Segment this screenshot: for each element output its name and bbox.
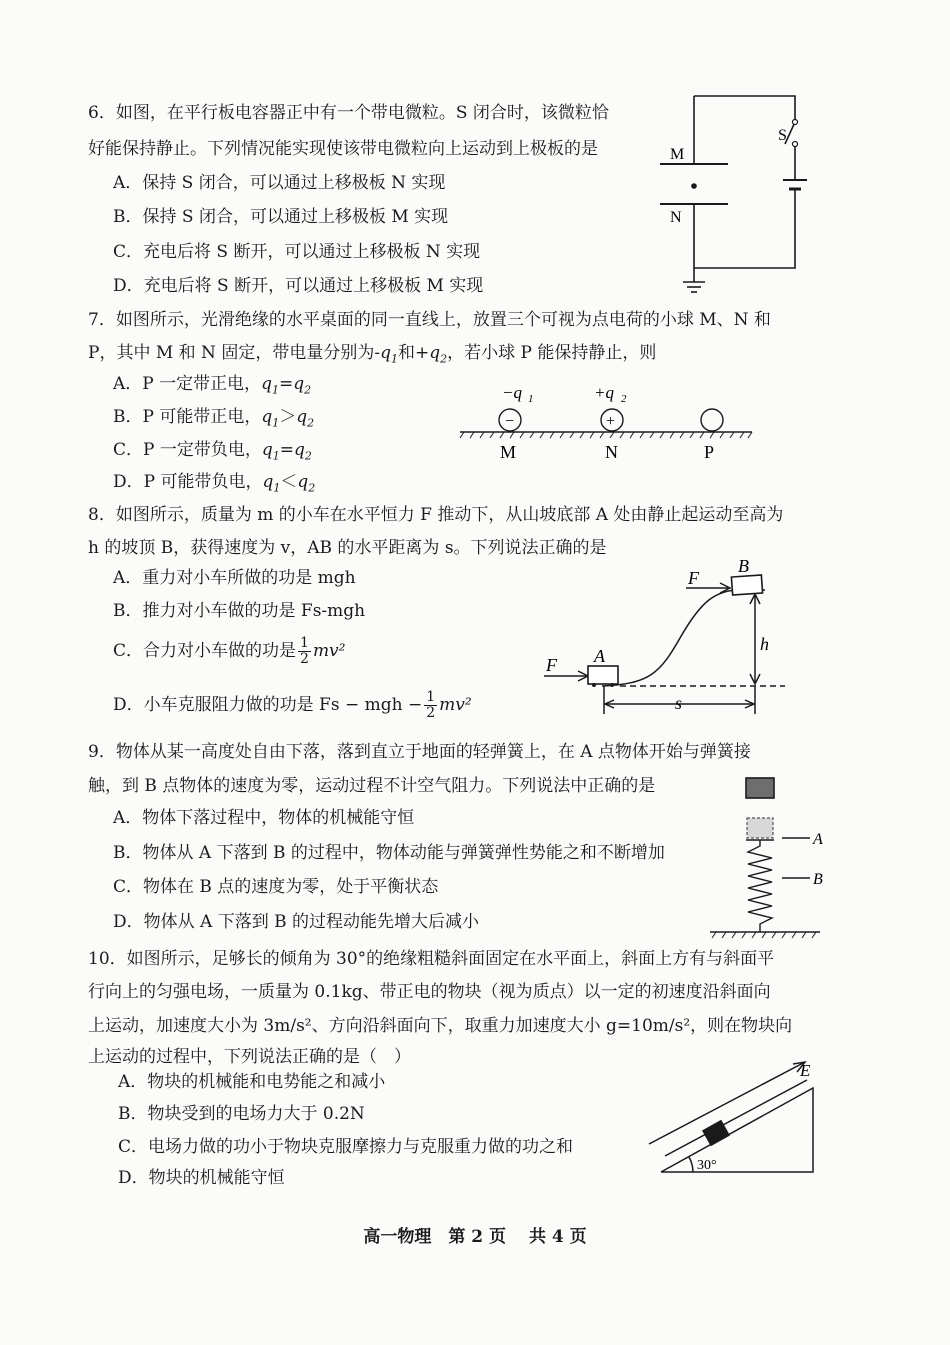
q8-line1: 8．如图所示，质量为 m 的小车在水平恒力 F 推动下，从山坡底部 A 处由静止起运动至高为 (88, 505, 784, 525)
cart-at-a (588, 666, 618, 684)
q7-option-b: B．P 可能带正电，$q_1>q_2$ (113, 407, 315, 430)
capacitor-circuit-figure (650, 92, 810, 307)
svg-text:E: E (800, 1061, 811, 1080)
incline-figure (645, 1058, 830, 1178)
q10-option-a: A．物块的机械能和电势能之和减小 (118, 1072, 386, 1092)
svg-text:A: A (813, 831, 823, 848)
svg-text:F: F (546, 655, 557, 675)
svg-text:30°: 30° (697, 1158, 717, 1173)
q6-option-c: C．充电后将 S 断开，可以通过上移极板 N 实现 (113, 242, 481, 262)
svg-text:2: 2 (621, 393, 627, 405)
label-pos-q2: +q (594, 383, 614, 402)
q9-option-d: D．物体从 A 下落到 B 的过程动能先增大后减小 (113, 912, 480, 932)
hill-cart-figure (540, 558, 800, 718)
q7-line2: P，其中 M 和 N 固定，带电量分别为$-q_1$和$+q_2$，若小球 P 能保持静止，则 (88, 343, 657, 366)
svg-text:B: B (738, 556, 749, 576)
falling-block (746, 778, 774, 798)
q10-option-c: C．电场力做的功小于物块克服摩擦力与克服重力做的功之和 (118, 1137, 574, 1157)
page-footer: 高一物理 第 2 页 共 4 页 (363, 1227, 587, 1247)
q10-option-d: D．物块的机械能守恒 (118, 1168, 285, 1188)
q9-option-c: C．物体在 B 点的速度为零，处于平衡状态 (113, 877, 439, 897)
q8-option-d: D．小车克服阻力做的功是 Fs − mgh − $\frac{1}{2}$ mv² (113, 689, 472, 721)
q8-option-b: B．推力对小车做的功是 Fs-mgh (113, 601, 366, 621)
switch-s-label: S (778, 127, 787, 144)
ball-p (701, 409, 723, 431)
spring-figure (710, 772, 840, 942)
svg-text:s: s (675, 693, 683, 713)
q6-option-d: D．充电后将 S 断开，可以通过上移极板 M 实现 (113, 276, 484, 296)
q10-line3: 上运动，加速度大小为 3m/s²、方向沿斜面向下，取重力加速度大小 g=10m/s²，则在物块向 (88, 1016, 793, 1036)
q6-option-a: A．保持 S 闭合，可以通过上移极板 N 实现 (113, 173, 446, 193)
q6-option-b: B．保持 S 闭合，可以通过上移极板 M 实现 (113, 207, 449, 227)
q10-line2: 行向上的匀强电场，一质量为 0.1kg、带正电的物块（视为质点）以一定的初速度沿斜面向 (88, 982, 771, 1002)
q7-option-d: D．P 可能带负电，$q_1<q_2$ (113, 472, 316, 495)
svg-text:1: 1 (528, 393, 534, 405)
label-neg-q1: −q (502, 383, 522, 402)
plate-n-label: N (670, 209, 682, 226)
three-charges-figure (460, 380, 760, 465)
q9-line2: 触，到 B 点物体的速度为零，运动过程不计空气阻力。下列说法中正确的是 (88, 776, 656, 796)
plate-m-label: M (670, 146, 685, 163)
q10-line4: 上运动的过程中，下列说法正确的是（ ） (88, 1047, 411, 1067)
q10-option-b: B．物块受到的电场力大于 0.2N (118, 1104, 365, 1124)
charged-particle (691, 183, 697, 189)
q10-line1: 10．如图所示，足够长的倾角为 30°的绝缘粗糙斜面固定在水平面上，斜面上方有与斜面平 (88, 949, 775, 969)
q6-line1: 6．如图，在平行板电容器正中有一个带电微粒。S 闭合时，该微粒恰 (88, 103, 609, 123)
q9-option-b: B．物体从 A 下落到 B 的过程中，物体动能与弹簧弹性势能之和不断增加 (113, 843, 665, 863)
q7-option-c: C．P 一定带负电，$q_1=q_2$ (113, 440, 312, 463)
q7-line1: 7．如图所示，光滑绝缘的水平桌面的同一直线上，放置三个可视为点电荷的小球 M、N 和 (88, 310, 771, 330)
svg-text:F: F (688, 568, 699, 588)
svg-text:B: B (813, 871, 823, 888)
svg-text:h: h (760, 634, 769, 654)
svg-text:M: M (500, 442, 517, 462)
q6-line2: 好能保持静止。下列情况能实现使该带电微粒向上运动到上极板的是 (88, 139, 598, 159)
svg-text:A: A (594, 646, 605, 666)
q8-option-c: C．合力对小车做的功是 $\frac{1}{2}$ mv² (113, 635, 346, 667)
q8-option-a: A．重力对小车所做的功是 mgh (113, 568, 356, 588)
svg-text:−: − (505, 413, 515, 430)
q9-line1: 9．物体从某一高度处自由下落，落到直立于地面的轻弹簧上，在 A 点物体开始与弹簧接 (88, 742, 751, 762)
q8-line2: h 的坡顶 B，获得速度为 v，AB 的水平距离为 s。下列说法正确的是 (88, 538, 607, 558)
svg-text:P: P (704, 442, 715, 462)
svg-text:N: N (605, 442, 618, 462)
q7-option-a: A．P 一定带正电，$q_1=q_2$ (113, 374, 312, 397)
q9-option-a: A．物体下落过程中，物体的机械能守恒 (113, 808, 415, 828)
cart-at-b (731, 575, 762, 595)
svg-text:+: + (606, 413, 616, 430)
